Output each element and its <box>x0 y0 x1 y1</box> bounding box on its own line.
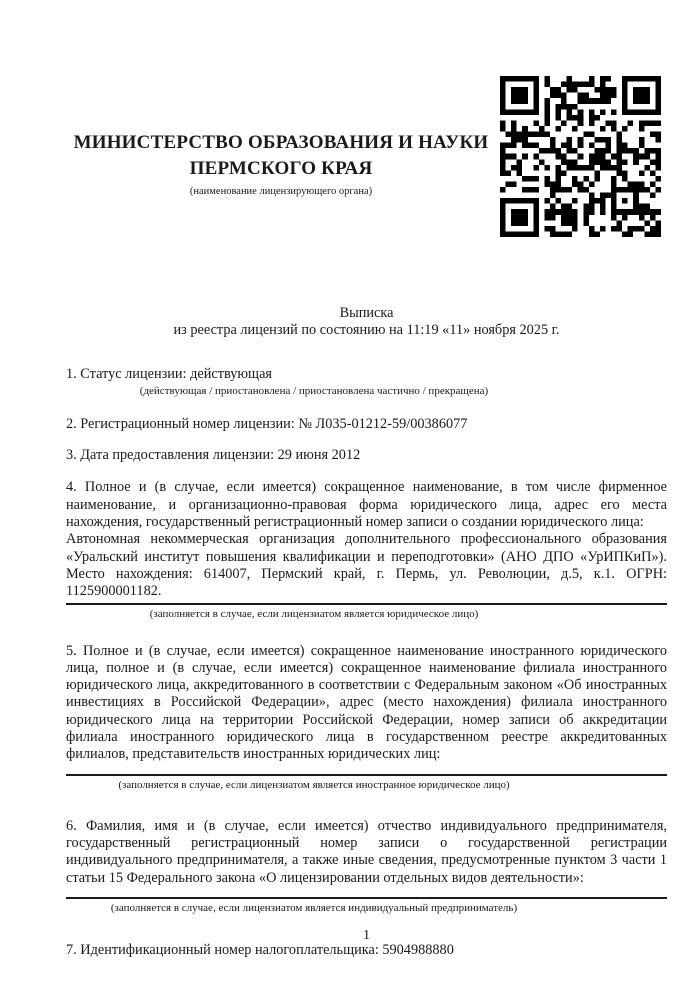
status-options-caption: (действующая / приостановлена / приостановлена частично / прекращена) <box>139 384 489 397</box>
ministry-title-line2: ПЕРМСКОГО КРАЯ <box>189 158 373 179</box>
entrepreneur-underline <box>66 897 667 899</box>
qr-code-image <box>500 76 661 237</box>
foreign-entity-caption: (заполняется в случае, если лицензиатом является иностранное юридическое лицо) <box>118 778 510 791</box>
item-foreign-entity <box>66 643 667 792</box>
item-tax-id <box>66 942 667 959</box>
item-license-status <box>66 366 667 398</box>
license-reg-number-line: 2. Регистрационный номер лицензии: № Л035-01212-59/00386077 <box>66 415 468 432</box>
item-legal-entity <box>66 479 667 620</box>
foreign-entity-value-blank <box>66 764 667 774</box>
entrepreneur-caption: (заполняется в случае, если лицензиатом является индивидуальный предприниматель) <box>110 901 518 914</box>
foreign-entity-underline <box>66 774 667 776</box>
legal-entity-underline <box>66 603 667 605</box>
entrepreneur-heading: 6. Фамилия, имя и (в случае, если имеется) отчество индивидуального предпринимателя, государственный регистрационный номер записи о государственной регистрации индивидуального предпринимателя, а также иные сведения, предусмотренные пунктом 3 части 1 статьи 15 Федерального закона «О лицензировании отдельных видов деятельности»: <box>66 817 667 886</box>
document-title-block <box>66 305 667 340</box>
legal-entity-value: Автономная некоммерческая организация дополнительного профессионального образования «Уральский институт повышения квалификации и переподготовки» (АНО ДПО «УрИПКиП»). Место нахождения: 614007, Пермский край, г. Пермь, ул. Революции, д.5, к.1. ОГРН: 1125900001182. <box>66 531 667 600</box>
ministry-title-line1: МИНИСТЕРСТВО ОБРАЗОВАНИЯ И НАУКИ <box>73 132 489 153</box>
legal-entity-caption: (заполняется в случае, если лицензиатом является юридическое лицо) <box>149 607 479 620</box>
foreign-entity-heading: 5. Полное и (в случае, если имеется) сокращенное наименование иностранного юридического лица, полное и (в случае, если имеется) сокращенное наименование филиала иностранного юридического лица, аккредитованного в соответствии с Федеральным законом «Об иностранных инвестициях в Российской Федерации», адрес (место нахождения) филиала иностранного юридического лица на территории Российской Федерации, номер записи об аккредитации филиала иностранного юридического лица в государственном реестре аккредитованных филиалов, представительств иностранных юридических лиц: <box>66 642 667 763</box>
ministry-name-caption: (наименование лицензирующего органа) <box>189 186 373 197</box>
item-entrepreneur <box>66 818 667 915</box>
page-footer <box>66 928 667 944</box>
license-grant-date-line: 3. Дата предоставления лицензии: 29 июня 2012 <box>66 447 361 464</box>
document-subtitle: из реестра лицензий по состоянию на 11:19 «11» ноября 2025 г. <box>173 322 560 339</box>
qr-code <box>500 76 661 237</box>
item-grant-date <box>66 447 667 464</box>
entrepreneur-value-blank <box>66 887 667 897</box>
item-registration-number <box>66 416 667 433</box>
licensing-authority-block <box>62 130 500 198</box>
license-status-line: 1. Статус лицензии: действующая <box>66 365 272 382</box>
document-body <box>0 305 700 959</box>
legal-entity-heading: 4. Полное и (в случае, если имеется) сокращенное наименование, в том числе фирменное наименование, и организационно-правовая форма юридического лица, адрес его места нахождения, государственный регистрационный номер записи о создании юридического лица: <box>66 479 667 531</box>
document-header <box>0 0 700 240</box>
document-title: Выписка <box>339 305 394 321</box>
tax-id-line: 7. Идентификационный номер налогоплательщика: 5904988880 <box>66 941 454 958</box>
page-number: 1 <box>363 928 370 943</box>
